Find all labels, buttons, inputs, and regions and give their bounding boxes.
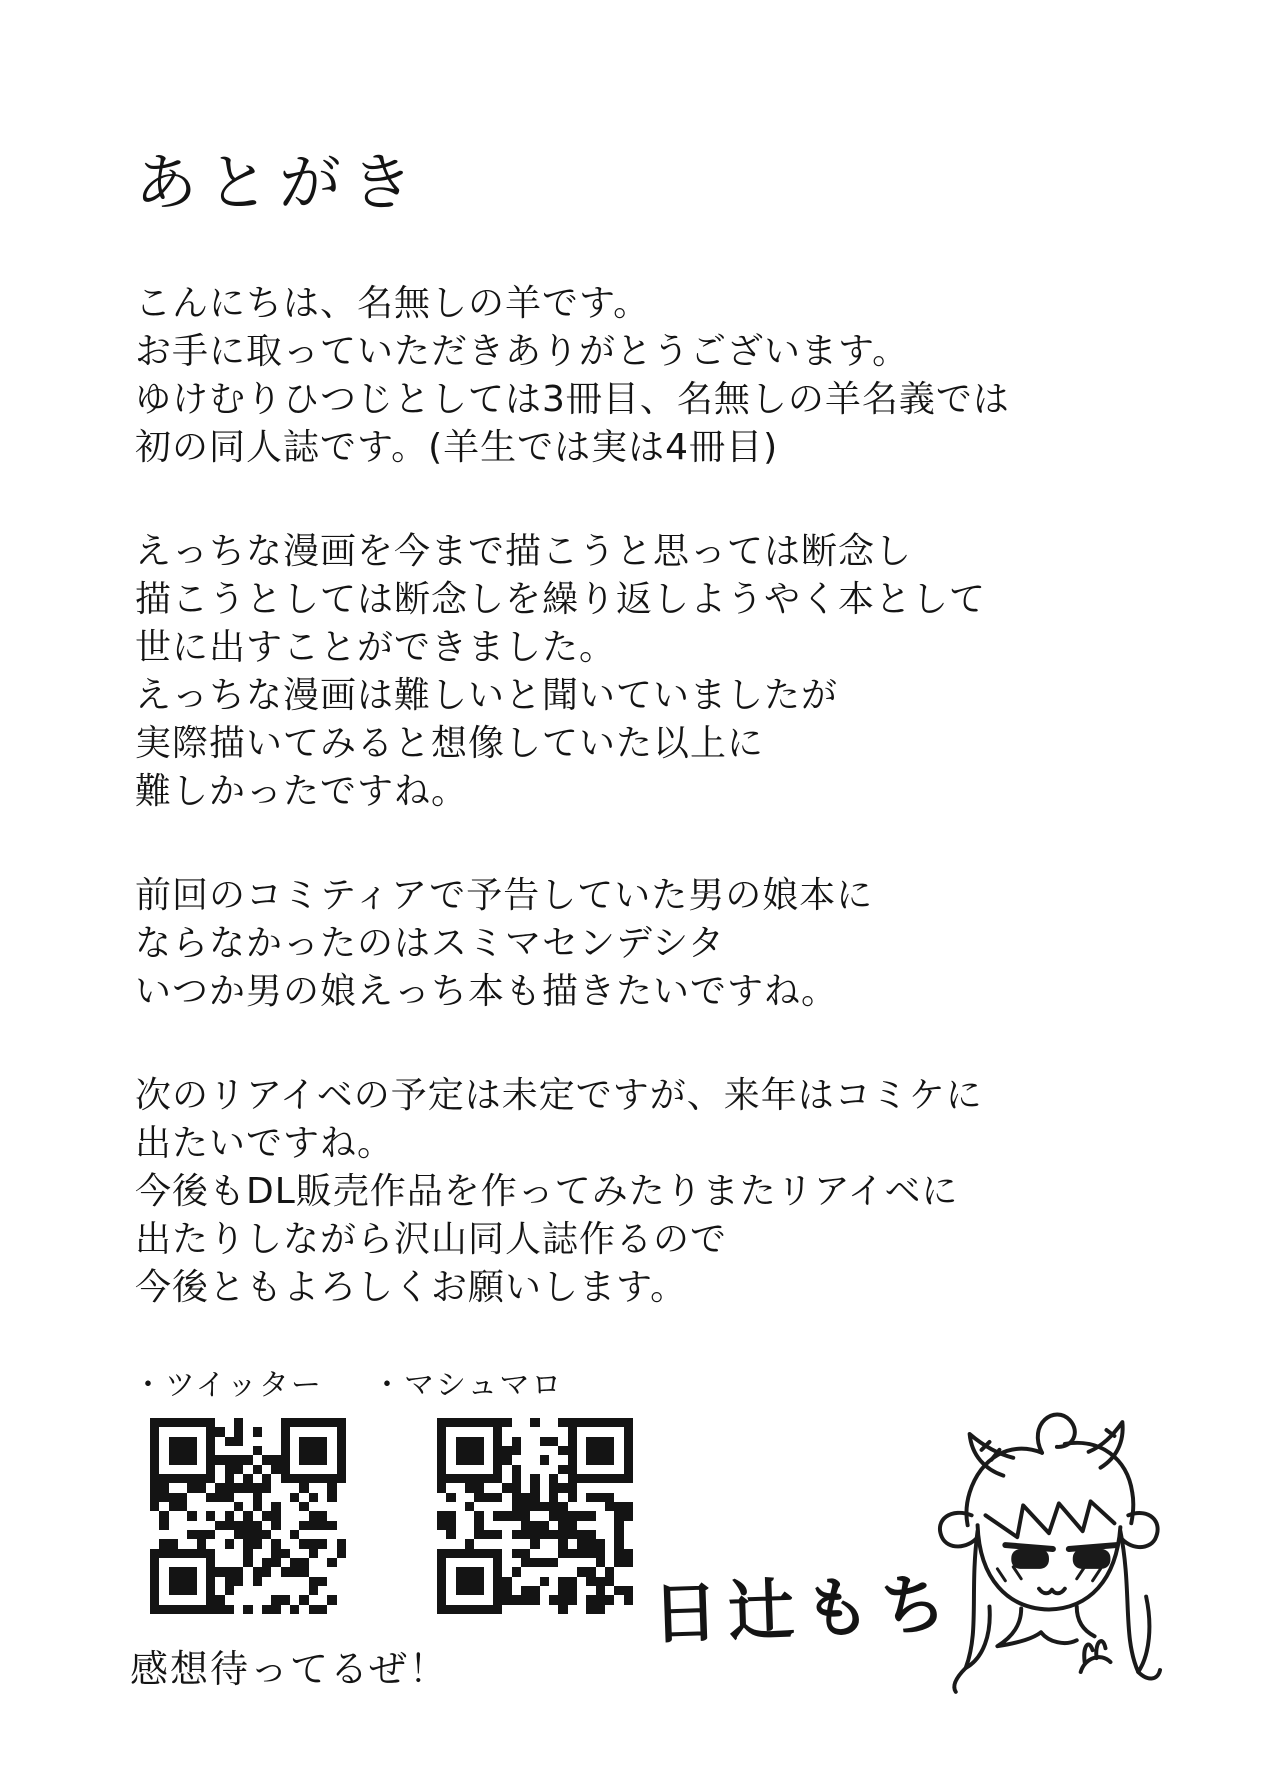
text-line: 前回のコミティアで予告していた男の娘本に (135, 875, 874, 916)
text-line: ならなかったのはスミマセンデシタ (135, 923, 725, 964)
text-line: 出たいですね。 (135, 1123, 395, 1164)
footer-message: 感想待ってるぜ！ (130, 1647, 449, 1691)
text-line: 世に出すことができました。 (135, 627, 617, 668)
text-line: 今後ともよろしくお願いします。 (135, 1267, 688, 1308)
text-line: ゆけむりひつじとしては3冊目、名無しの羊名義では (135, 379, 1010, 420)
text-line: 初の同人誌です。(羊生では実は4冊目) (135, 427, 779, 468)
artist-signature: 日辻もち (650, 1565, 958, 1654)
paragraph-future-plans (135, 1072, 1220, 1312)
text-line: 次のリアイベの予定は未定ですが、来年はコミケに (135, 1075, 983, 1116)
text-line: 描こうとしては断念しを繰り返しようやく本として (135, 579, 987, 620)
marshmallow-qr-code-icon (437, 1418, 633, 1614)
page-title: あとがき (135, 146, 424, 219)
marshmallow-qr-label: ・マシュマロ (372, 1368, 564, 1403)
paragraph-greeting (135, 280, 1220, 472)
text-line: 出たりしながら沢山同人誌作るので (135, 1219, 728, 1260)
paragraph-apology (135, 872, 1220, 1016)
paragraph-making-of (135, 528, 1220, 816)
text-line: えっちな漫画は難しいと聞いていましたが (135, 675, 839, 716)
twitter-qr-label: ・ツイッター (133, 1368, 323, 1403)
text-line: いつか男の娘えっち本も描きたいですね。 (135, 971, 839, 1012)
text-line: こんにちは、名無しの羊です。 (135, 283, 651, 324)
text-line: お手に取っていただきありがとうございます。 (135, 331, 910, 372)
text-line: 今後もDL販売作品を作ってみたりまたリアイベに (135, 1171, 959, 1212)
text-line: えっちな漫画を今まで描こうと思っては断念し (135, 531, 913, 572)
sheep-girl-doodle (926, 1398, 1164, 1706)
text-line: 難しかったですね。 (135, 771, 469, 812)
text-line: 実際描いてみると想像していた以上に (135, 723, 765, 764)
twitter-qr-code-icon (150, 1418, 346, 1614)
